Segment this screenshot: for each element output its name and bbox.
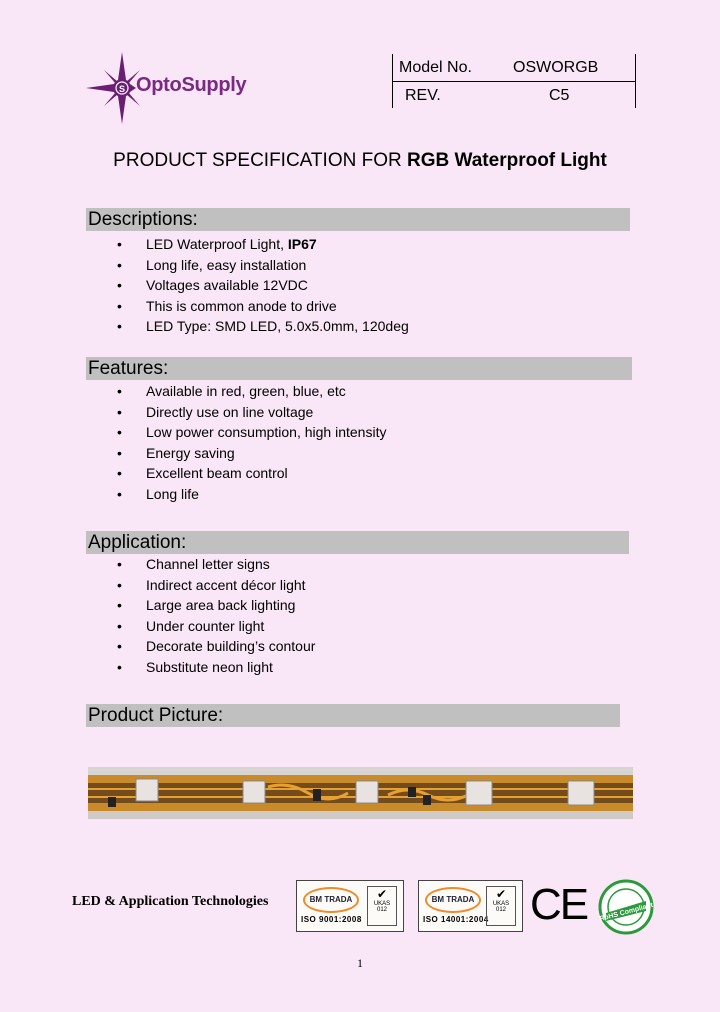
item-text: Excellent beam control [146, 465, 288, 481]
check-icon: ✔ [376, 887, 388, 901]
bullet: • [117, 444, 122, 461]
item-text: Energy saving [146, 444, 235, 461]
item-text: Long life, easy installation [146, 256, 307, 273]
bullet: • [117, 318, 122, 334]
bullet: • [117, 617, 122, 634]
item-text: Directly use on line voltage [146, 403, 314, 420]
bullet: • [117, 465, 122, 481]
item-text: Decorate building’s contour [146, 638, 316, 654]
bullet: • [117, 297, 122, 314]
model-label: Model No. [399, 59, 472, 76]
item-text: Available in red, green, blue, etc [146, 383, 346, 399]
bullet: • [117, 256, 122, 273]
rev-value: C5 [549, 87, 570, 104]
item-text: Substitute neon light [146, 658, 273, 675]
item-bold: IP67 [287, 236, 317, 252]
rev-label: REV. [405, 87, 441, 104]
model-value: OSWORGB [513, 59, 599, 76]
ukas-label: UKAS [492, 901, 510, 907]
ukas-mark [367, 886, 397, 926]
item-text: Long life [146, 485, 199, 502]
model-info-table [392, 54, 636, 108]
page-number: 1 [357, 956, 363, 970]
bullet: • [117, 277, 122, 293]
title-prefix: PRODUCT SPECIFICATION FOR [113, 150, 407, 171]
item-text: Low power consumption, high intensity [146, 424, 387, 440]
bullet: • [117, 556, 122, 572]
item-text: This is common anode to drive [146, 297, 337, 314]
product-picture-heading: Product Picture: [86, 704, 620, 727]
bullet: • [117, 236, 122, 252]
company-tagline: LED & Application Technologies [72, 894, 269, 909]
bullet: • [117, 403, 122, 420]
ukas-code: 012 [495, 907, 506, 913]
model-row [393, 54, 635, 82]
bullet: • [117, 597, 122, 613]
iso9001-certificate [296, 880, 404, 932]
ce-mark: CE [530, 880, 588, 929]
page-title [0, 150, 720, 172]
bullet: • [117, 576, 122, 593]
descriptions-heading: Descriptions: [86, 208, 630, 231]
item-text: Voltages available 12VDC [146, 277, 308, 293]
item-text: LED Waterproof Light, [146, 236, 288, 252]
bullet: • [117, 485, 122, 502]
bm-trada-logo: BM TRADA [303, 887, 359, 913]
bm-trada-logo: BM TRADA [425, 887, 481, 913]
iso-label: ISO 9001:2008 [301, 915, 362, 924]
item-text: Large area back lighting [146, 597, 296, 613]
check-icon: ✔ [495, 887, 507, 901]
features-heading: Features: [86, 357, 632, 380]
rohs-label: RoHS Compliant [598, 901, 654, 923]
application-heading: Application: [86, 531, 629, 554]
ukas-label: UKAS [373, 901, 391, 907]
bullet: • [117, 424, 122, 440]
rohs-compliant-badge [598, 879, 654, 935]
item-text: LED Type: SMD LED, 5.0x5.0mm, 120deg [146, 318, 409, 334]
bullet: • [117, 383, 122, 399]
svg-text:S: S [118, 84, 126, 94]
logo-text: OptoSupply [136, 74, 247, 96]
item-text: Channel letter signs [146, 556, 270, 572]
bullet: • [117, 638, 122, 654]
ukas-mark [486, 886, 516, 926]
iso14001-certificate [418, 880, 523, 932]
item-text: Indirect accent décor light [146, 576, 306, 593]
iso-label: ISO 14001:2004 [423, 915, 489, 924]
item-text: Under counter light [146, 617, 265, 634]
led-strip-photo [88, 767, 633, 819]
bullet: • [117, 658, 122, 675]
rev-row [393, 82, 635, 109]
title-product: RGB Waterproof Light [407, 150, 607, 171]
ukas-code: 012 [376, 907, 387, 913]
